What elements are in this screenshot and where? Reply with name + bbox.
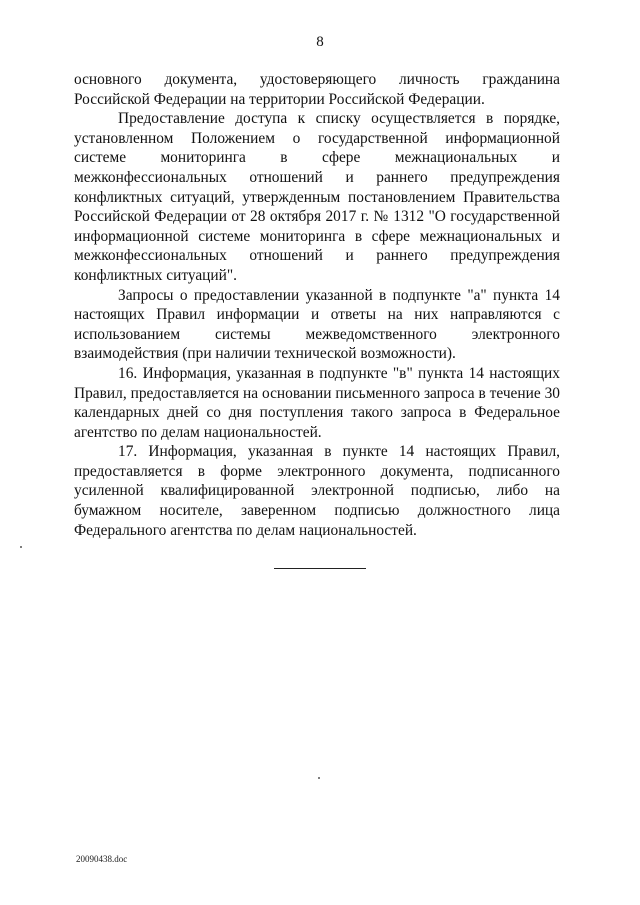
- paragraph-requests: Запросы о предоставлении указанной в подпункте "а" пункта 14 настоящих Правил информации и ответы на них направляются с использованием системы межведомственного электронного взаимодействия (при наличии технической возможности).: [74, 286, 560, 363]
- paragraph-continuation: основного документа, удостоверяющего личность гражданина Российской Федерации на территории Российской Федерации.: [74, 71, 560, 108]
- paragraph-access: Предоставление доступа к списку осуществляется в порядке, установленном Положением о государственной информационной системе мониторинга в сфере межнациональных и межконфессиональных отношений и раннего предупреждения конфликтных ситуаций, утвержденным постановлением Правительства Российской Федерации от 28 октября 2017 г. № 1312 "О государственной информационной системе мониторинга в сфере межнациональных и межконфессиональных отношений и раннего предупреждения конфликтных ситуаций".: [74, 110, 560, 284]
- footer-filename: 20090438.doc: [76, 854, 128, 864]
- paragraph-item-16: 16. Информация, указанная в подпункте "в" пункта 14 настоящих Правил, предоставляется на основании письменного запроса в течение 30 календарных дней со дня поступления такого запроса в Федеральное агентство по делам национальностей.: [74, 364, 560, 441]
- paragraph-item-17: 17. Информация, указанная в пункте 14 настоящих Правил, предоставляется в форме электронного документа, подписанного усиленной квалифицированной электронной подписью, либо на бумажном носителе, заверенном подписью должностного лица Федерального агентства по делам национальностей.: [74, 443, 560, 539]
- document-body: [74, 70, 560, 540]
- scan-speck: [318, 777, 320, 779]
- end-separator-line: [274, 568, 366, 569]
- scan-speck: [20, 546, 22, 548]
- page-number: 8: [316, 34, 324, 50]
